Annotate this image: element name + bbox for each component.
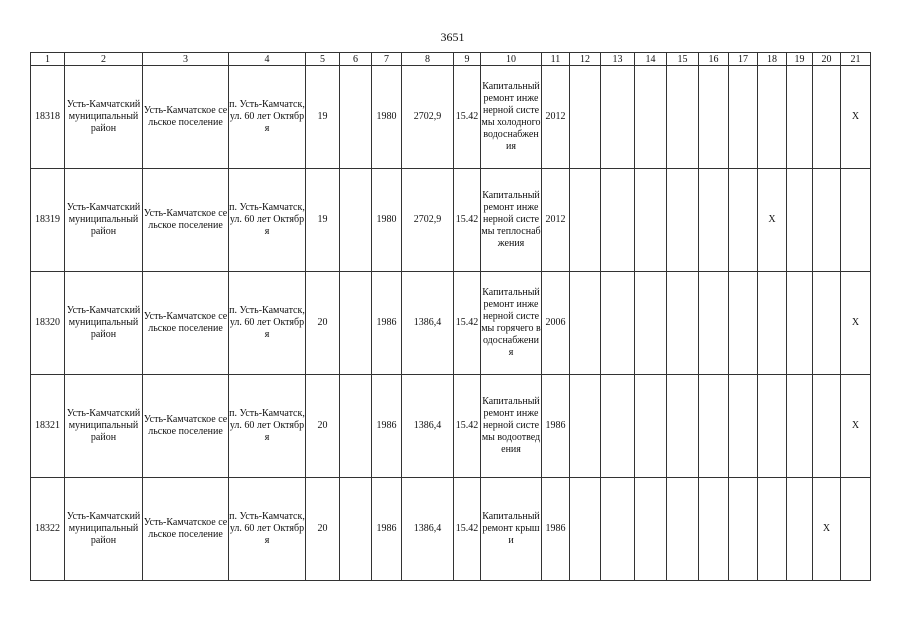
table-cell-col-18 [758, 375, 787, 478]
table-cell-col-21 [841, 169, 871, 272]
table-cell-col-12 [570, 66, 601, 169]
table-cell-col-3: Усть-Камчатское сельское поселение [143, 169, 229, 272]
table-cell-col-14 [635, 66, 667, 169]
table-cell-col-17 [729, 66, 758, 169]
table-cell-col-8: 1386,4 [402, 272, 454, 375]
column-header: 16 [699, 53, 729, 66]
table-cell-col-12 [570, 375, 601, 478]
column-header: 19 [787, 53, 813, 66]
table-cell-col-17 [729, 169, 758, 272]
column-header: 13 [601, 53, 635, 66]
table-cell-col-1: 18321 [31, 375, 65, 478]
column-header: 14 [635, 53, 667, 66]
table-cell-col-5: 20 [306, 375, 340, 478]
table-cell-col-21: X [841, 66, 871, 169]
table-cell-col-7: 1980 [372, 66, 402, 169]
table-cell-col-1: 18318 [31, 66, 65, 169]
table-cell-col-11: 2012 [542, 66, 570, 169]
table-cell-col-4: п. Усть-Камчатск, ул. 60 лет Октября [229, 272, 306, 375]
table-cell-col-18 [758, 478, 787, 581]
table-cell-col-13 [601, 272, 635, 375]
table-cell-col-10: Капитальный ремонт инженерной системы водоотведения [481, 375, 542, 478]
table-cell-col-1: 18319 [31, 169, 65, 272]
table-cell-col-9: 15.42 [454, 169, 481, 272]
column-header: 2 [65, 53, 143, 66]
table-cell-col-9: 15.42 [454, 478, 481, 581]
page-number: 3651 [440, 30, 465, 44]
table-cell-col-7: 1986 [372, 375, 402, 478]
table-cell-col-9: 15.42 [454, 66, 481, 169]
table-cell-col-20 [813, 169, 841, 272]
column-header: 15 [667, 53, 699, 66]
table-body [31, 66, 871, 581]
column-header: 18 [758, 53, 787, 66]
table-cell-col-2: Усть-Камчатский муниципальный район [65, 272, 143, 375]
table-cell-col-4: п. Усть-Камчатск, ул. 60 лет Октября [229, 375, 306, 478]
table-cell-col-9: 15.42 [454, 375, 481, 478]
table-cell-col-18 [758, 66, 787, 169]
table-cell-col-6 [340, 478, 372, 581]
table-cell-col-15 [667, 375, 699, 478]
table-cell-col-11: 1986 [542, 478, 570, 581]
table-cell-col-15 [667, 478, 699, 581]
table-cell-col-8: 1386,4 [402, 478, 454, 581]
table-cell-col-5: 20 [306, 478, 340, 581]
table-cell-col-4: п. Усть-Камчатск, ул. 60 лет Октября [229, 478, 306, 581]
table-cell-col-12 [570, 169, 601, 272]
table-cell-col-15 [667, 169, 699, 272]
table-cell-col-8: 2702,9 [402, 169, 454, 272]
column-header: 4 [229, 53, 306, 66]
registry-table [30, 52, 871, 581]
table-cell-col-17 [729, 272, 758, 375]
table-cell-col-12 [570, 272, 601, 375]
table-cell-col-19 [787, 478, 813, 581]
column-header: 20 [813, 53, 841, 66]
column-header: 21 [841, 53, 871, 66]
table-cell-col-9: 15.42 [454, 272, 481, 375]
table-cell-col-13 [601, 66, 635, 169]
table-cell-col-5: 19 [306, 66, 340, 169]
table-cell-col-12 [570, 478, 601, 581]
table-cell-col-6 [340, 375, 372, 478]
table-row [31, 169, 871, 272]
table-cell-col-18: X [758, 169, 787, 272]
table-cell-col-3: Усть-Камчатское сельское поселение [143, 375, 229, 478]
column-header: 9 [454, 53, 481, 66]
column-header: 5 [306, 53, 340, 66]
table-cell-col-11: 2012 [542, 169, 570, 272]
table-row [31, 375, 871, 478]
table-cell-col-11: 2006 [542, 272, 570, 375]
column-header: 17 [729, 53, 758, 66]
table-cell-col-18 [758, 272, 787, 375]
table-cell-col-13 [601, 375, 635, 478]
table-cell-col-10: Капитальный ремонт инженерной системы теплоснабжения [481, 169, 542, 272]
table-cell-col-14 [635, 375, 667, 478]
column-header: 3 [143, 53, 229, 66]
table-cell-col-8: 1386,4 [402, 375, 454, 478]
table-cell-col-7: 1986 [372, 478, 402, 581]
column-header: 11 [542, 53, 570, 66]
table-cell-col-2: Усть-Камчатский муниципальный район [65, 169, 143, 272]
table-cell-col-7: 1986 [372, 272, 402, 375]
table-cell-col-2: Усть-Камчатский муниципальный район [65, 375, 143, 478]
table-cell-col-19 [787, 375, 813, 478]
table-cell-col-14 [635, 272, 667, 375]
table-cell-col-6 [340, 66, 372, 169]
table-cell-col-10: Капитальный ремонт инженерной системы холодного водоснабжения [481, 66, 542, 169]
table-cell-col-16 [699, 169, 729, 272]
table-cell-col-21: X [841, 375, 871, 478]
table-cell-col-19 [787, 169, 813, 272]
column-header: 1 [31, 53, 65, 66]
table-cell-col-20 [813, 66, 841, 169]
table-cell-col-15 [667, 272, 699, 375]
column-header: 8 [402, 53, 454, 66]
table-cell-col-19 [787, 66, 813, 169]
table-cell-col-16 [699, 66, 729, 169]
column-header: 12 [570, 53, 601, 66]
table-cell-col-17 [729, 478, 758, 581]
table-cell-col-17 [729, 375, 758, 478]
table-cell-col-6 [340, 169, 372, 272]
table-cell-col-7: 1980 [372, 169, 402, 272]
table-cell-col-2: Усть-Камчатский муниципальный район [65, 478, 143, 581]
table-cell-col-5: 20 [306, 272, 340, 375]
table-cell-col-10: Капитальный ремонт инженерной системы горячего водоснабжения [481, 272, 542, 375]
table-cell-col-13 [601, 169, 635, 272]
table-cell-col-3: Усть-Камчатское сельское поселение [143, 66, 229, 169]
table-cell-col-11: 1986 [542, 375, 570, 478]
column-header: 10 [481, 53, 542, 66]
table-row [31, 478, 871, 581]
table-cell-col-1: 18322 [31, 478, 65, 581]
table-cell-col-16 [699, 272, 729, 375]
table-cell-col-14 [635, 169, 667, 272]
table-cell-col-4: п. Усть-Камчатск, ул. 60 лет Октября [229, 169, 306, 272]
table-cell-col-14 [635, 478, 667, 581]
table-cell-col-3: Усть-Камчатское сельское поселение [143, 478, 229, 581]
table-row [31, 66, 871, 169]
table-cell-col-3: Усть-Камчатское сельское поселение [143, 272, 229, 375]
table-cell-col-15 [667, 66, 699, 169]
table-cell-col-4: п. Усть-Камчатск, ул. 60 лет Октября [229, 66, 306, 169]
column-header: 7 [372, 53, 402, 66]
table-cell-col-16 [699, 478, 729, 581]
table-cell-col-21: X [841, 272, 871, 375]
table-cell-col-8: 2702,9 [402, 66, 454, 169]
table-cell-col-19 [787, 272, 813, 375]
table-cell-col-20: X [813, 478, 841, 581]
table-cell-col-2: Усть-Камчатский муниципальный район [65, 66, 143, 169]
table-cell-col-1: 18320 [31, 272, 65, 375]
table-cell-col-20 [813, 375, 841, 478]
table-cell-col-21 [841, 478, 871, 581]
table-cell-col-10: Капитальный ремонт крыши [481, 478, 542, 581]
table-cell-col-16 [699, 375, 729, 478]
table-cell-col-6 [340, 272, 372, 375]
header-row [31, 53, 871, 66]
table-cell-col-13 [601, 478, 635, 581]
table-cell-col-20 [813, 272, 841, 375]
table-row [31, 272, 871, 375]
column-header: 6 [340, 53, 372, 66]
table-cell-col-5: 19 [306, 169, 340, 272]
